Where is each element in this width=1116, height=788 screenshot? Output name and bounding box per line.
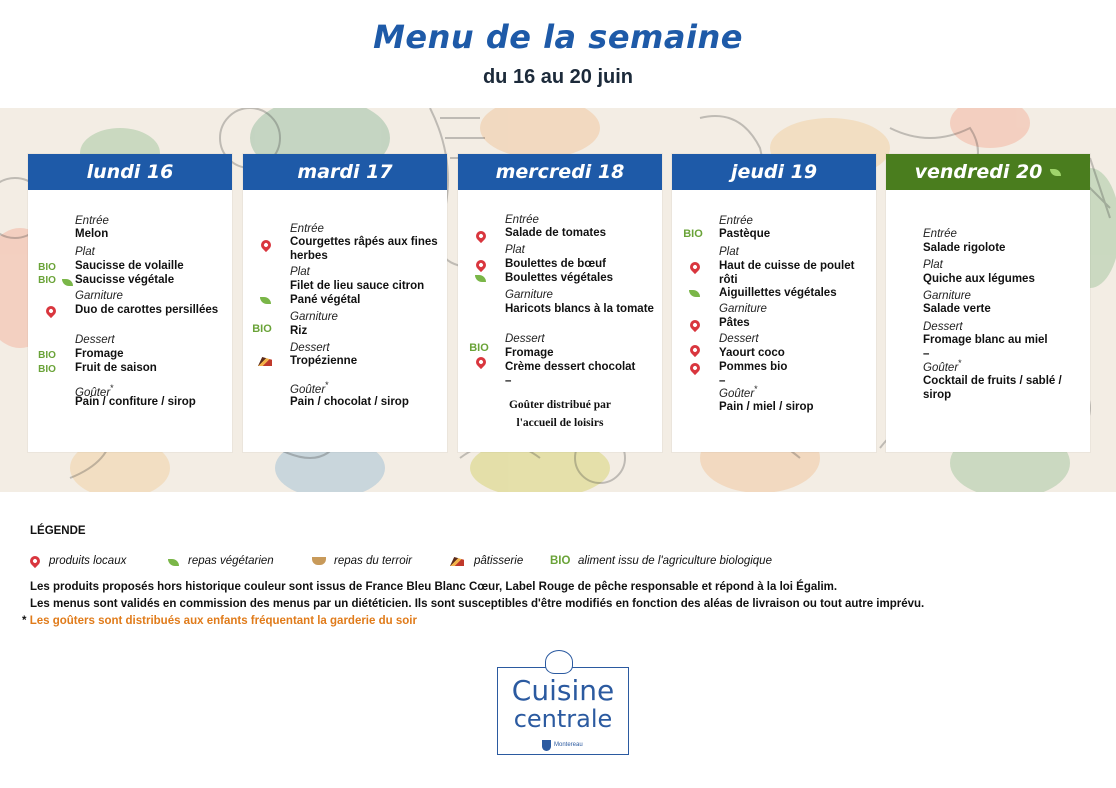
day-header: lundi 16 [28,154,232,190]
entree-dish: Salade de tomates [505,227,606,239]
pastry-icon [258,357,272,366]
day-header: vendredi 20 [886,154,1090,190]
day-card-lundi [28,154,232,452]
plat-dish: Haut de cuisse de poulet rôti [719,260,855,286]
plat-dish-vegetarian: Saucisse végétale [75,274,175,286]
leaf-icon [260,297,271,304]
location-pin-icon [28,554,42,568]
garniture-dish: Pâtes [719,317,750,329]
plat-label: Plat [923,259,943,271]
cuisine-centrale-logo: Cuisine centrale Montereau [497,667,629,755]
day-card-vendredi [886,154,1090,452]
day-header: mercredi 18 [458,154,662,190]
dessert-dish: Fromage [505,347,554,359]
dash: – [923,348,930,360]
location-pin-icon [474,229,488,243]
legend-title: LÉGENDE [30,525,86,537]
dessert-dish: Fromage blanc au miel [923,334,1048,346]
leaf-icon [475,275,486,282]
location-pin-icon [688,361,702,375]
entree-dish: Pastèque [719,228,771,240]
plat-label: Plat [75,246,95,258]
day-header: mardi 17 [243,154,447,190]
bio-badge: BIO [469,342,489,354]
location-pin-icon [688,318,702,332]
gouter-note: Goûter distribué par l'accueil de loisirs [508,399,611,429]
location-pin-icon [688,260,702,274]
location-pin-icon [688,343,702,357]
location-pin-icon [44,304,58,318]
garniture-label: Garniture [290,311,338,323]
note-line-2: Les menus sont validés en commission des menus par un diététicien. Ils sont susceptibles d'être modifiés en fonction des aléas de livraison ou tout autre imprévu. [30,598,925,610]
gouter-dish: Pain / miel / sirop [719,401,814,413]
leaf-icon [1050,169,1061,176]
plat-dish-vegetarian: Boulettes végétales [505,272,614,284]
plat-dish-vegetarian: Aiguillettes végétales [719,287,837,299]
day-header: jeudi 19 [672,154,876,190]
dessert-dish: Yaourt coco [719,347,785,359]
location-pin-icon [474,355,488,369]
note-line-1: Les produits proposés hors historique couleur sont issus de France Bleu Blanc Cœur, Label Rouge de pêche responsable et répond à la loi Égalim. [30,581,838,593]
bio-badge: BIO [252,323,272,335]
dessert-dish: Pommes bio [719,361,788,373]
basket-icon [312,557,326,565]
bio-badge: BIO [38,350,56,361]
gouter-dish: Pain / chocolat / sirop [290,396,409,408]
garniture-dish: Haricots blancs à la tomate [505,303,654,315]
gouter-label: Goûter* [719,384,758,400]
pastry-icon [450,557,464,566]
entree-label: Entrée [719,215,753,227]
plat-dish: Boulettes de bœuf [505,258,606,270]
dash: – [719,375,726,387]
plat-label: Plat [505,244,525,256]
plat-dish: Quiche aux légumes [923,273,1035,285]
entree-label: Entrée [290,223,324,235]
gouter-dish: Pain / confiture / sirop [75,396,196,408]
dessert-dish: Tropézienne [290,355,358,367]
dessert-label: Dessert [75,334,115,346]
entree-label: Entrée [923,228,957,240]
day-card-jeudi [672,154,876,452]
day-card-mardi [243,154,447,452]
city-crest-icon [542,740,551,751]
entree-dish: Melon [75,228,109,240]
bio-badge: BIO [38,262,56,273]
note-gouter: * Les goûters sont distribués aux enfants fréquentant la garderie du soir [22,615,417,627]
dessert-label: Dessert [290,342,330,354]
dessert-dish: Fromage [75,348,124,360]
garniture-dish: Riz [290,325,308,337]
dash: – [505,375,512,387]
garniture-label: Garniture [505,289,553,301]
dessert-dish: Fruit de saison [75,362,157,374]
entree-dish: Salade rigolote [923,242,1006,254]
day-card-mercredi [458,154,662,452]
plat-label: Plat [290,266,310,278]
gouter-label: Goûter* [923,358,962,374]
plat-label: Plat [719,246,739,258]
plat-dish-vegetarian: Pané végétal [290,294,361,306]
garniture-label: Garniture [719,303,767,315]
bio-badge: BIO [550,555,571,567]
plat-dish: Saucisse de volaille [75,260,184,272]
dessert-label: Dessert [923,321,963,333]
bio-badge: BIO [683,228,703,240]
location-pin-icon [474,258,488,272]
dessert-label: Dessert [719,333,759,345]
garniture-dish: Salade verte [923,303,991,315]
entree-label: Entrée [75,215,109,227]
gouter-label: Goûter* [290,380,329,396]
dessert-label: Dessert [505,333,545,345]
plat-dish: Filet de lieu sauce citron [290,280,425,292]
dessert-dish: Crème dessert chocolat [505,361,636,373]
entree-label: Entrée [505,214,539,226]
leaf-icon [168,559,179,566]
entree-dish: Courgettes râpés aux fines herbes [290,236,438,262]
gouter-label: Goûter* [75,383,114,399]
gouter-dish: Cocktail de fruits / sablé / sirop [923,375,1062,401]
leaf-icon [689,290,700,297]
chef-hat-icon [545,650,573,674]
bio-badge: BIO [38,275,56,286]
page-subtitle: du 16 au 20 juin [482,66,634,88]
garniture-label: Garniture [75,290,123,302]
garniture-label: Garniture [923,290,971,302]
garniture-dish: Duo de carottes persillées [75,304,219,316]
location-pin-icon [259,238,273,252]
bio-badge: BIO [38,364,56,375]
page-title: Menu de la semaine [373,18,743,56]
